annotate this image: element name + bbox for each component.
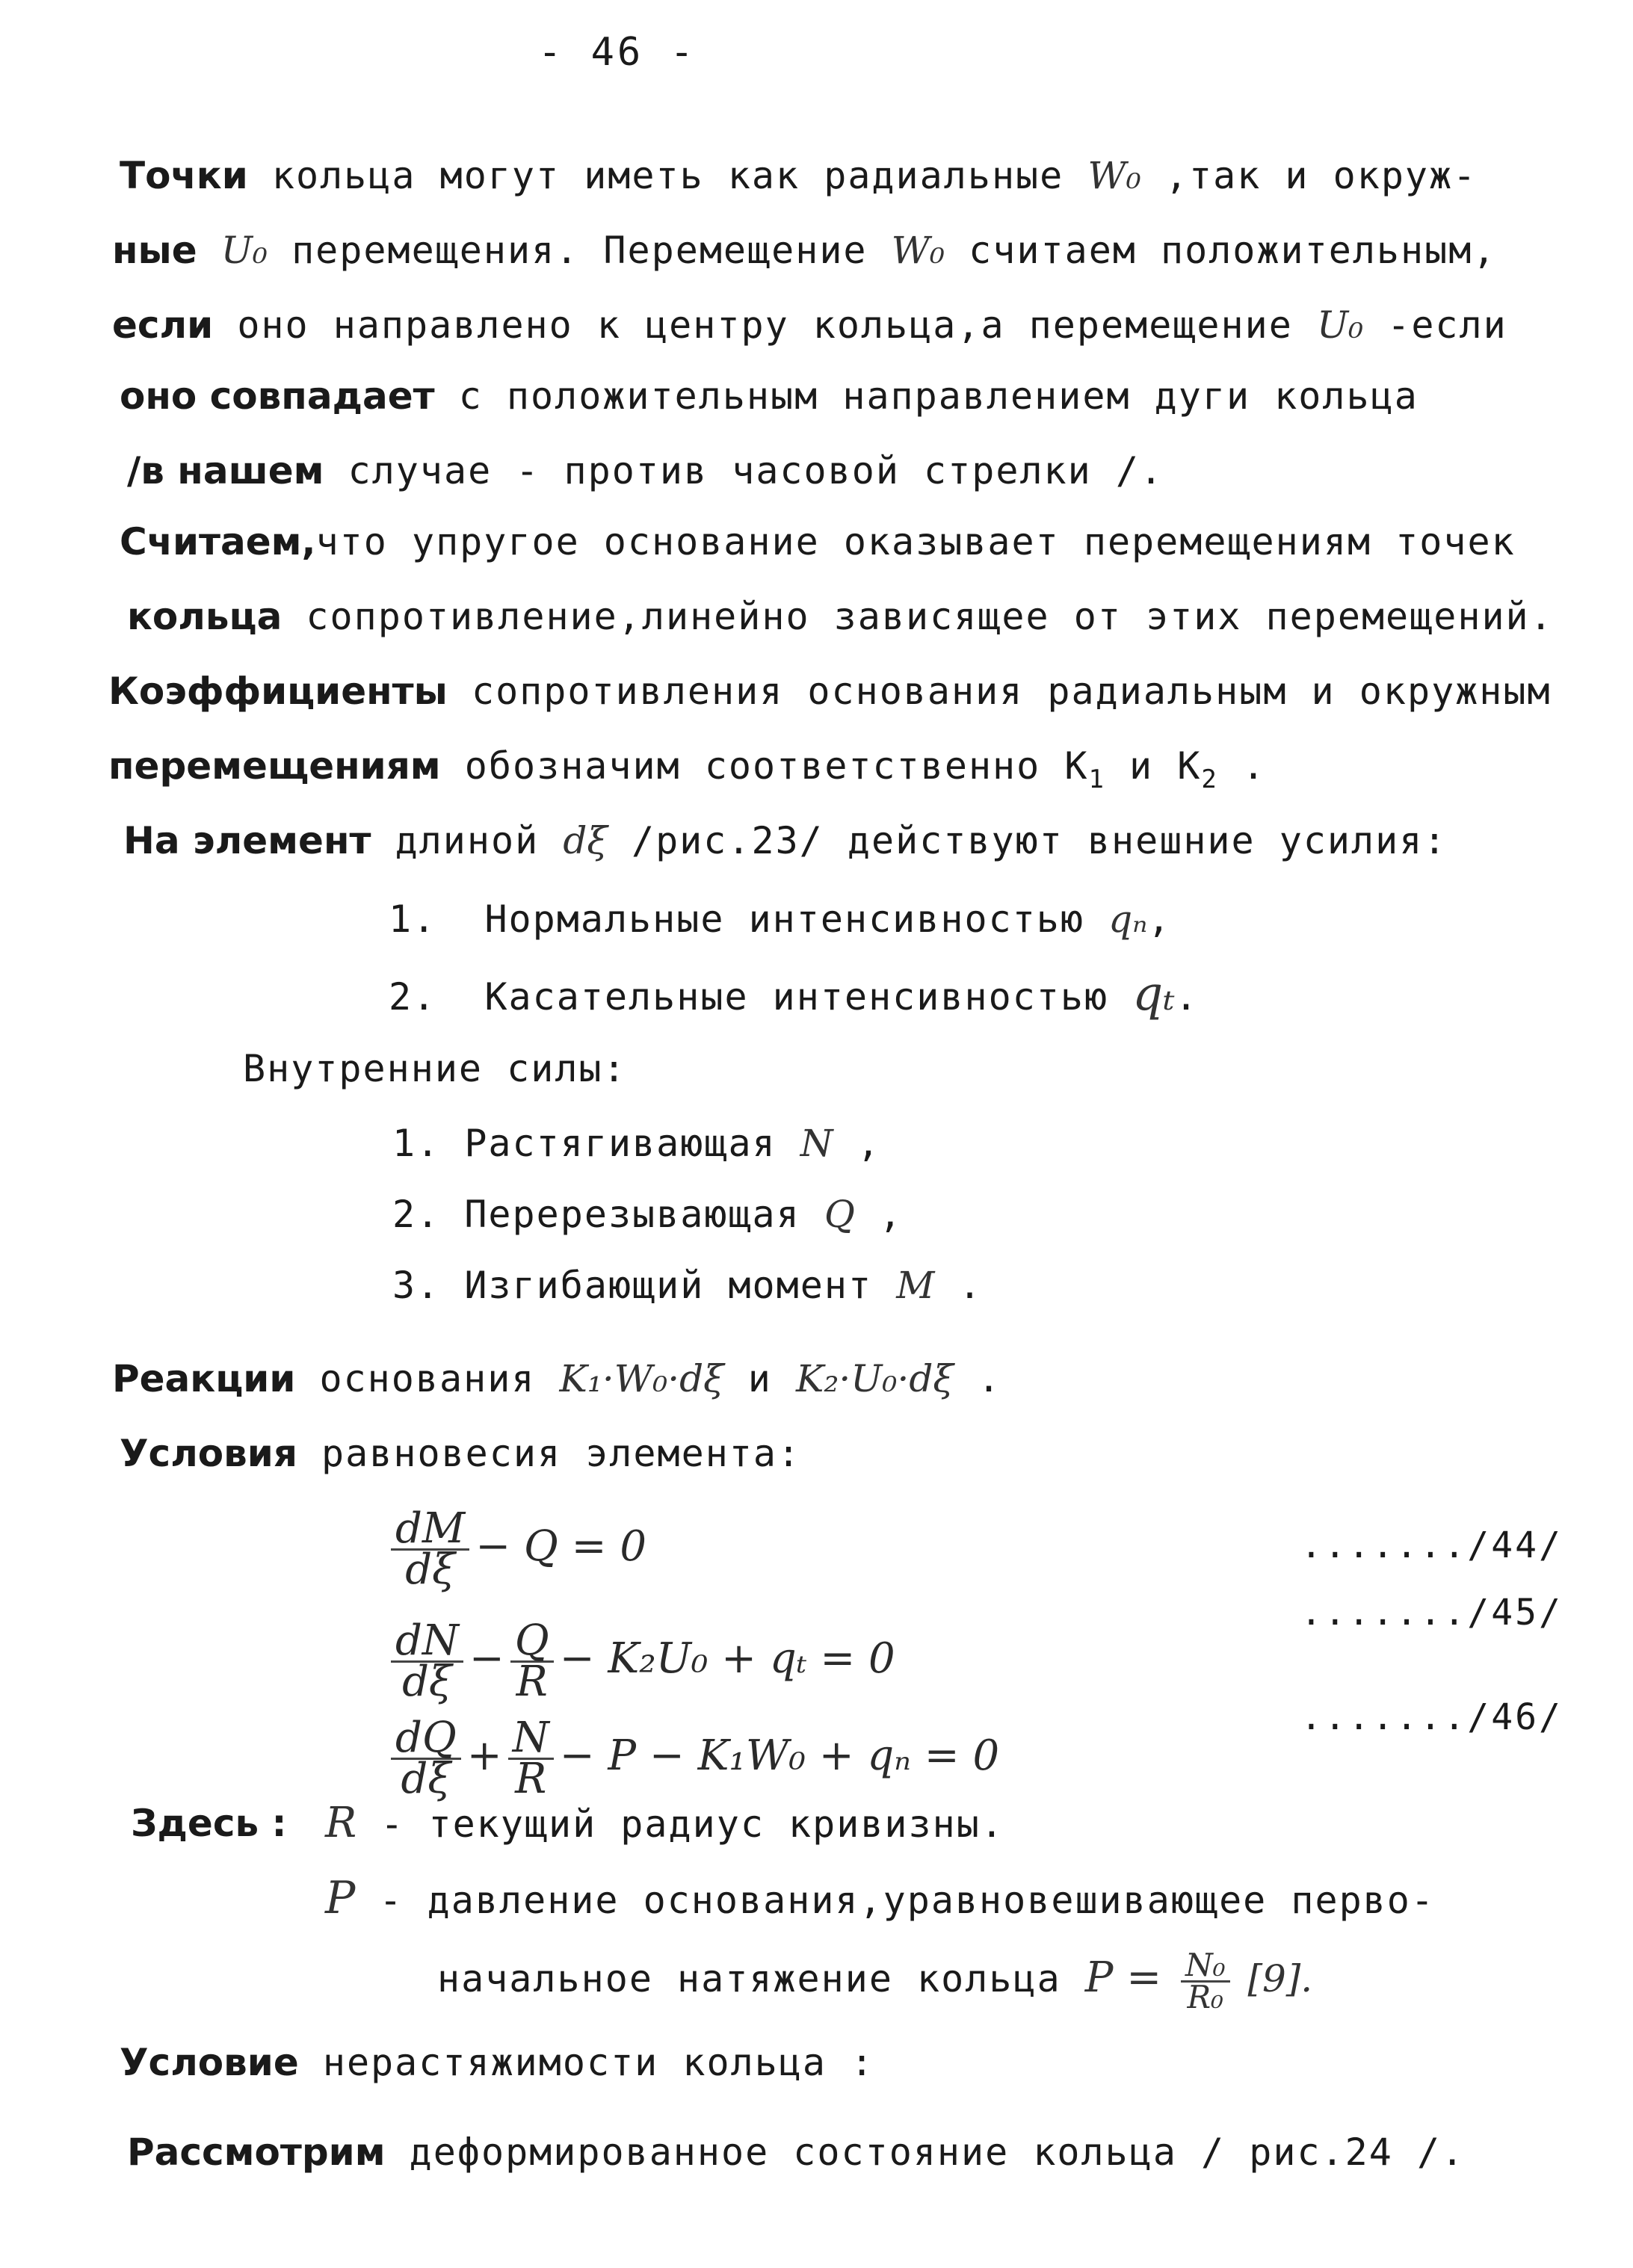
fraction-denominator: R	[516, 1657, 548, 1706]
line-10-start: На элемент	[123, 819, 371, 862]
line-8-start: Коэффициенты	[108, 670, 448, 713]
text-line-3	[112, 303, 1507, 347]
fraction-numerator: dQ	[391, 1719, 461, 1760]
fraction	[391, 1504, 469, 1594]
symbol-u0: U₀	[1316, 303, 1364, 347]
here-p-line-2	[437, 1947, 1313, 2015]
consider-text: деформированное состояние кольца / рис.24 /.	[385, 2131, 1466, 2174]
list-text: Изгибающий момент	[464, 1264, 897, 1307]
fraction-numerator: N₀	[1181, 1950, 1230, 1983]
symbol-q: Q	[824, 1193, 855, 1236]
inextensibility-line	[120, 2040, 874, 2085]
line-10-end: /рис.23/ действуют внешние усилия:	[607, 819, 1448, 862]
line-8-text: сопротивления основания радиальным и окружным	[447, 670, 1552, 713]
equation-46: $\frac{dQ}{d\xi}$ + $\frac{N}{R}$ − P − K₁W₀ + qₙ = 0	[385, 1719, 999, 1799]
subscript-1: 1	[1088, 764, 1105, 794]
text-line-1	[120, 153, 1477, 198]
p-formula-lhs: P =	[1084, 1953, 1175, 2002]
page-number: - 46 -	[538, 30, 697, 75]
equation-rest: − Q = 0	[475, 1522, 646, 1571]
fraction	[391, 1616, 463, 1706]
consider-line	[127, 2130, 1465, 2175]
line-5-text: случае - против часовой стрелки /.	[324, 449, 1164, 492]
subscript-2: 2	[1201, 764, 1218, 794]
internal-force-2	[392, 1192, 903, 1237]
line-2-start: ные	[112, 229, 197, 272]
equation-45: $\frac{dN}{d\xi}$ − $\frac{Q}{R}$ − K₂U₀ + qₜ = 0	[385, 1622, 895, 1702]
list-number: 1.	[389, 897, 437, 941]
equation-rest: − K₂U₀ + qₜ = 0	[559, 1634, 895, 1683]
reactions-end: .	[953, 1357, 1002, 1400]
list-number: 1.	[392, 1122, 441, 1165]
here-p-text-2: начальное натяжение кольца	[437, 1957, 1085, 2000]
p-formula-fraction	[1181, 1947, 1230, 2015]
text-line-8	[108, 669, 1552, 714]
line-3-text: оно направлено к центру кольца,а перемещение	[213, 303, 1317, 347]
here-label-text: Здесь :	[131, 1802, 287, 1845]
fraction-numerator: N	[508, 1719, 554, 1760]
reaction-radial: K₁·W₀·dξ	[559, 1357, 724, 1400]
equation-44	[385, 1504, 646, 1594]
line-6-start: Считаем,	[120, 520, 316, 563]
fraction-denominator: R	[515, 1755, 547, 1803]
symbol-qt: qₜ	[1132, 966, 1175, 1022]
equation-number-44: ......./44/	[1300, 1524, 1563, 1566]
reactions-and: и	[723, 1357, 796, 1400]
line-1-end: ,так и окруж-	[1140, 154, 1478, 197]
internal-force-1	[392, 1121, 881, 1166]
symbol-u0: U₀	[220, 229, 268, 272]
line-9-end: .	[1217, 744, 1267, 788]
line-9-and: и К	[1105, 744, 1202, 788]
equation-rest: − P − K₁W₀ + qₙ = 0	[559, 1731, 1000, 1780]
text-line-9	[108, 744, 1266, 802]
symbol-dxi: dξ	[563, 819, 608, 862]
text-line-10	[123, 818, 1447, 863]
fraction-numerator: Q	[510, 1622, 554, 1663]
line-3-end: -если	[1363, 303, 1507, 347]
line-9-text: обозначим соответственно К	[440, 744, 1089, 788]
equation-number-46: ......./46/	[1300, 1696, 1563, 1738]
external-force-1	[389, 897, 1172, 942]
line-1-start: Точки	[120, 154, 248, 197]
list-number: 2.	[389, 975, 437, 1019]
here-p-line	[325, 1872, 1435, 1924]
line-5-start: /в нашем	[127, 449, 324, 492]
symbol-qn: qₙ	[1108, 897, 1148, 941]
list-text: Растягивающая	[464, 1122, 800, 1165]
here-p-text: - давление основания,уравновешивающее перво-	[355, 1879, 1435, 1922]
symbol-r: R	[325, 1799, 357, 1847]
symbol-w0: W₀	[1087, 154, 1141, 197]
list-end: .	[934, 1264, 983, 1307]
line-7-text: сопротивление,линейно зависящее от этих перемещений.	[282, 595, 1554, 638]
here-r-line	[325, 1801, 1004, 1847]
list-text: Перерезывающая	[464, 1193, 824, 1236]
consider-start: Рассмотрим	[127, 2131, 386, 2174]
internal-force-3	[392, 1263, 983, 1308]
fraction-denominator: dξ	[401, 1755, 451, 1803]
p-formula-ref: [9].	[1235, 1957, 1313, 2000]
reactions-line	[112, 1356, 1001, 1401]
text-line-5	[127, 448, 1164, 493]
reaction-tangential: K₂·U₀·dξ	[796, 1357, 954, 1400]
internal-forces-heading: Внутренние силы:	[243, 1047, 627, 1090]
line-3-start: если	[112, 303, 214, 347]
line-4-text: с положительным направлением дуги кольца	[434, 374, 1419, 418]
text-line-7	[127, 594, 1554, 639]
here-r-text: - текущий радиус кривизны.	[356, 1802, 1004, 1846]
list-text: Касательные интенсивностью	[484, 975, 1133, 1019]
symbol-p: P	[325, 1872, 356, 1924]
text-line-4	[120, 374, 1419, 418]
fraction-numerator: dN	[391, 1622, 463, 1663]
list-end: ,	[833, 1122, 881, 1165]
fraction-denominator: dξ	[402, 1657, 452, 1706]
fraction	[508, 1714, 554, 1803]
text-line-6	[120, 519, 1516, 564]
line-2-text: перемещения. Перемещение	[267, 229, 892, 272]
list-end: ,	[854, 1193, 904, 1236]
line-10-text: длиной	[371, 819, 564, 862]
line-7-start: кольца	[127, 595, 283, 638]
line-9-start: перемещениям	[108, 744, 441, 788]
list-text: Нормальные интенсивностью	[484, 897, 1109, 941]
fraction	[391, 1714, 461, 1803]
inext-start: Условие	[120, 2041, 299, 2084]
fraction-denominator: dξ	[405, 1545, 455, 1594]
line-2-space	[197, 229, 221, 272]
list-number: 3.	[392, 1264, 441, 1307]
inext-text: нерастяжимости кольца :	[298, 2041, 875, 2084]
reactions-start: Реакции	[112, 1357, 296, 1400]
line-1-text: кольца могут иметь как радиальные	[247, 154, 1088, 197]
list-end: ,	[1147, 897, 1172, 941]
equilibrium-line	[120, 1431, 801, 1476]
external-force-2	[389, 966, 1200, 1022]
equation-number-45: ......./45/	[1300, 1592, 1563, 1634]
reactions-text: основания	[295, 1357, 560, 1400]
line-2-end: считаем положительным,	[945, 229, 1497, 272]
list-end: .	[1174, 975, 1200, 1019]
list-number: 2.	[392, 1193, 441, 1236]
fraction-numerator: dM	[391, 1510, 469, 1551]
line-4-start: оно совпадает	[120, 374, 435, 418]
fraction	[510, 1616, 554, 1706]
equilibrium-start: Условия	[120, 1432, 297, 1475]
symbol-w0: W₀	[891, 229, 945, 272]
line-6-text: что упругое основание оказывает перемещениям точек	[315, 520, 1516, 563]
symbol-n: N	[800, 1122, 833, 1165]
fraction-denominator: R₀	[1187, 1979, 1224, 2015]
text-line-2	[112, 228, 1496, 273]
equilibrium-text: равновесия элемента:	[297, 1432, 802, 1475]
here-label	[131, 1801, 286, 1846]
symbol-m: M	[896, 1264, 935, 1307]
